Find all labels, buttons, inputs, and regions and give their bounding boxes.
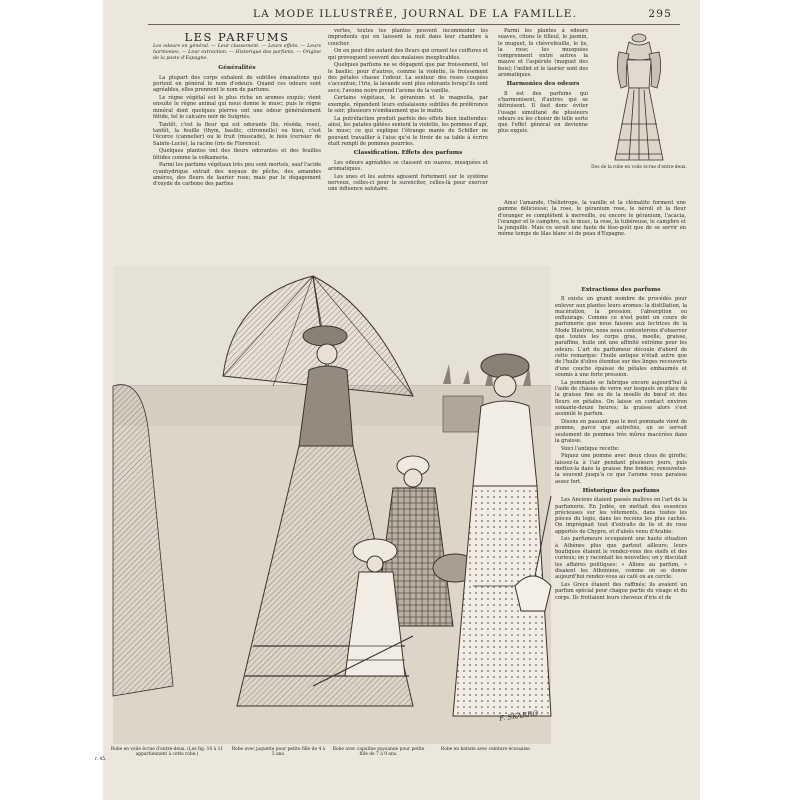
- paragraph: Voici l'antique recette:: [561, 445, 620, 452]
- figure-reference: r. 45.: [95, 757, 107, 762]
- paragraph: La plupart des corps exhalent de subtiles émanations qui portent en général le nom d'odeurs. Quand ces odeurs sont agréables, elles prennent le nom de parfums.: [153, 74, 321, 94]
- caption-robe-capuline: Robe avec capuline paysanne pour petite fille de 7 à 9 ans.: [332, 747, 425, 758]
- caption-robe-voile: Robe en voile écrue d'entre-deux. (Les fig. 10 à 11 appartiennent à cette robe.): [110, 747, 224, 758]
- text-column-3-harmonies-cont: [498, 200, 686, 239]
- paragraph: Les parfumeurs occupaient une haute situation à Athènes plus que partout ailleurs; leurs boutiques étaient le rendez-vous des oisifs et des curieux; on y racontait les nouvelles; on y discutait les affaires politiques: « Allons au parfum, » disaient les Athéniens, comme on se donne aujourd'hui rendez-vous au café ou au cercle.: [555, 536, 687, 581]
- text-column-2: [328, 28, 488, 194]
- paragraph: Parmi les parfums végétaux très peu sont mortels, sauf l'acide cyanhydrique extrait des noyaux de pêche, des amandes amères, des fleurs de laurier rose; mais par le dégagement d'oxyde de carbone des parties: [153, 162, 321, 188]
- plate-captions: [103, 747, 551, 771]
- magazine-page: [95, 0, 700, 800]
- fashion-plate-illustration: [113, 266, 551, 744]
- thumbnail-caption: Dos de la robe en voile écrue d'entre-deux.: [591, 165, 687, 170]
- section-heading-harmonies: Harmonies des odeurs: [506, 81, 580, 88]
- paragraph: Les odeurs agréables se classent en suaves, musquées et aromatiques.: [328, 159, 488, 172]
- article-intro: Les odeurs en général. — Leur classement. — Leurs effets. — Leurs harmonies. — Leur extraction. — Historique des parfums. — Origine de la poste d'Espagne.: [153, 44, 321, 62]
- paragraph: Les unes et les autres agissent fortement sur le système nerveux, celles-ci pour le surexciter, celles-là pour exercer une influence salutaire.: [328, 173, 488, 193]
- text-column-3-upper: [498, 28, 588, 136]
- paragraph: Piquez une pomme avec deux clous de girofle; laissez-la à l'air pendant plusieurs jours, puis mettez-la dans la graisse fine fondue; renouvelez-la souvent jusqu'à ce que l'arome vous paraisse assez fort.: [555, 453, 687, 485]
- paragraph: Tantôt, c'est la fleur qui est odorante (lis, réséda, rose), tantôt, la feuille (thym, basilic, citronnelle) ou bien, c'est l'écorce (cannelier) ou le fruit (muscade), le bois (cerisier de Sainte-Lucie), la racine (iris de Florence).: [153, 121, 321, 147]
- paragraph: La pommade se fabrique encore aujourd'hui à l'aide de châssis de verre sur lesquels on place de la graisse fine ou de la moelle de bœuf et des fleurs en pétales. On laisse en contact environ soixante-douze heures; la graisse alors s'est assimilé le parfum.: [555, 379, 687, 418]
- article-title: LES PARFUMS: [184, 30, 290, 44]
- paragraph: On en peut dire autant des fleurs qui ornent les coiffures et qui provoquent souvent des malaises inexplicables.: [328, 48, 488, 61]
- paragraph: Les Grecs étaient des raffinés; ils avaient un parfum spécial pour chaque partie du visage et du corps. Ils frottaient leurs cheveux d'iris et de: [555, 582, 687, 601]
- section-heading-classification: Classification. Effets des parfums: [353, 150, 463, 157]
- section-heading-historique: Historique des parfums: [582, 487, 660, 494]
- caption-robe-batiste: Robe en batiste avec ceinture écossaise.: [440, 747, 532, 752]
- paragraph: Disons en passant que le mot pommade vient de pomme, parce que autrefois, on se servait seulement de pommes très mûres macérées dans la graisse.: [555, 418, 687, 444]
- section-heading-extraction: Extractions des parfums: [581, 287, 661, 293]
- paragraph: Quelques plantes ont des fleurs odorantes et des feuilles fétides comme la volkameria.: [153, 148, 321, 161]
- section-heading-generalites: Généralités: [218, 65, 256, 72]
- paragraph: Certains végétaux, le géranium et le magnolia, par exemple, répandent leurs exhalaisons subtiles de préférence le soir; plusieurs n'embaument que le matin.: [328, 95, 488, 115]
- dress-back-illustration: [591, 28, 687, 166]
- paragraph: Le règne végétal est le plus riche en aromes exquis; vient ensuite le règne animal qui nous donne le musc; puis le règne minéral dont quelques pierres ont une odeur généralement fétide, tel le calcaire noir de Suigriés.: [153, 94, 321, 120]
- caption-robe-jaquette: Robe avec jaquette pour petite fille de 4 à 5 ans.: [231, 747, 326, 758]
- text-column-1: [153, 28, 321, 189]
- beach-cabin: [443, 396, 483, 432]
- page-header: [103, 6, 700, 22]
- header-rule: [148, 24, 680, 25]
- paragraph: Les Anciens étaient passés maîtres en l'art de la parfumerie. En Judée, on mettait des essences précieuses sur les vêtements, dans toutes les pièces du logis, dans les recoins les plus cachés. On imprégnait tout d'extraits de lis et de rose apportés de Chypre, et d'aloès venu d'Arabie.: [555, 497, 687, 535]
- page-number: 295: [648, 8, 672, 20]
- paragraph: La putréfaction produit parfois des effets bien inattendus: ainsi, les patates gâtées sentent la violette, les pommes d'api, le musc; ce qui explique l'étrange manie de Schiller ne pouvant travailler à l'aise qu'si le tiroir de sa table à écrire était rempli de pommes pourries.: [328, 115, 488, 148]
- paragraph: Ainsi l'amande, l'héliotrope, la vanille et la clématite forment une gamme délicieuse; la rose, le géranium rose, le néroli et la fleur d'oranger se complètent à merveille, ou encore le géranium, l'acacia, l'oranger et le camphre, ou le musc, la rose, la tubéreuse, le camphre et la jonquille. Mais ce serait une faute de lèse-goût que de se servir en même temps de lilas blanc et de peau d'Espagne.: [498, 200, 686, 238]
- text-column-3-lower: [555, 284, 687, 602]
- paragraph: Il est des parfums qui s'harmonisent, d'autres qui se détruisent. Il faut donc éviter l'usage simultané de plusieurs odeurs ou les choisir de telle sorte que l'effet général en devienne plus exquis.: [498, 90, 588, 135]
- journal-title: LA MODE ILLUSTRÉE, JOURNAL DE LA FAMILLE.: [253, 8, 578, 20]
- paragraph: Parmi les plantes à odeurs suaves, citons le tilleul, le jasmin, le muguet, le chèvrefeuille, le lis, la rose; les musquées comprennent entre autres la mauve et l'aspérule (muguet des bois); l'œillet et le laurier sont des aromatiques.: [498, 28, 588, 79]
- artist-signature: F. SKARBO: [498, 709, 539, 723]
- paragraph: Il existe un grand nombre de procédés pour enlever aux plantes leurs aromes: la distillation, la macération, la pression, l'absorption ou enfleurage. Comme ce n'est point un cours de parfumerie que nous faisons aux lectrices de la Mode Illustrée, nous nous contenterons d'observer que toutes les corps gras, moelle, graisse, paraffine, huile ont une affinité extrême pour les odeurs. L'art du parfumeur découle d'abord de cette remarque: l'huile antique n'était autre que de l'huile d'olive étendue sur des linges recouverts d'une couche épaisse de pétales embaumés et soumis à une forte pression.: [555, 296, 687, 378]
- paragraph: Quelques parfums ne se dégagent que par froissement, tel le basilic; pour d'autres, comme la violette, le froissement des pétales chasse l'odeur. La senteur des roses coupées s'accentue; l'iris, la lavande sont plus odorants lorsqu'ils sont secs; l'avoine noire prend l'arome de la vanille.: [328, 62, 488, 94]
- paragraph: vertes, toutes les plantes peuvent incommoder les imprudents qui en laissent la nuit dans leur chambre à coucher.: [328, 28, 488, 47]
